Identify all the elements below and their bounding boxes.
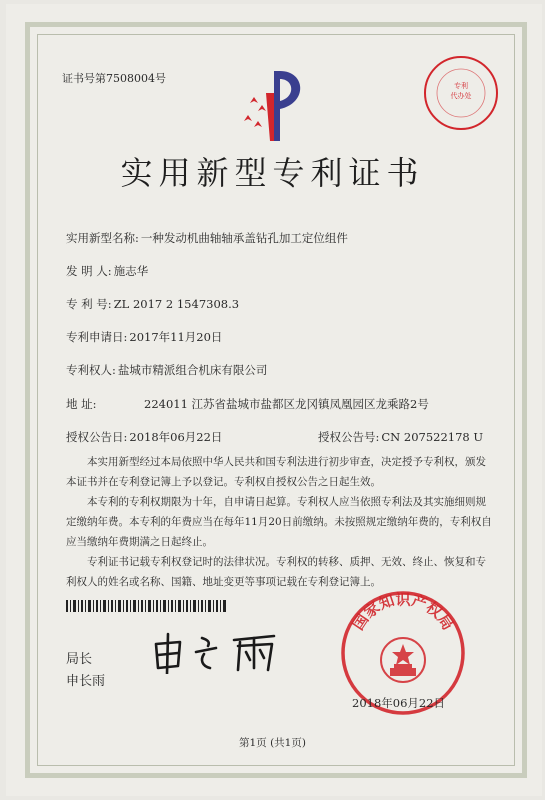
patentee-label: 专利权人: <box>66 363 116 377</box>
svg-text:专利: 专利 <box>454 82 468 90</box>
certificate-body <box>66 452 494 592</box>
patent-agency-stamp <box>422 54 500 132</box>
director-title: 局长 <box>66 652 93 667</box>
address-value: 224011 江苏省盐城市盐都区龙冈镇凤凰园区龙乘路2号 <box>144 397 429 411</box>
body-paragraph-3: 专利证书记载专利权登记时的法律状况。专利权的转移、质押、无效、终止、恢复和专利权人的姓名或名称、国籍、地址变更等事项记载在专利登记簿上。 <box>66 556 486 588</box>
national-emblem-icon <box>381 638 425 682</box>
inventor-label: 发 明 人: <box>66 264 112 278</box>
seal-text: 国家知识产权局 <box>348 590 458 634</box>
page-number: 第1页 (共1页) <box>239 737 306 749</box>
svg-text:国家知识产权局 <box>349 590 457 633</box>
utility-model-name: 一种发动机曲轴轴承盖钻孔加工定位组件 <box>140 231 348 245</box>
patent-number: ZL 2017 2 1547308.3 <box>113 297 240 311</box>
inventor-row <box>66 263 148 279</box>
director-name: 申长雨 <box>66 674 106 689</box>
address-label: 地 址: <box>66 397 97 411</box>
utility-model-name-label: 实用新型名称: <box>66 231 139 245</box>
utility-model-name-row <box>66 230 348 246</box>
patentee-value: 盐城市精派组合机床有限公司 <box>117 363 268 377</box>
inventor-value: 施志华 <box>113 264 149 278</box>
filing-date: 2017年11月20日 <box>129 330 223 344</box>
barcode <box>66 600 226 612</box>
certificate-title: 实用新型专利证书 <box>120 154 425 192</box>
issue-date: 2018年06月22日 <box>352 696 446 710</box>
svg-text:代办处: 代办处 <box>450 92 472 100</box>
patent-office-logo-icon <box>236 63 316 143</box>
logo-star-icon <box>244 115 252 121</box>
grant-date-row <box>66 429 222 445</box>
patent-number-label: 专 利 号: <box>66 297 112 311</box>
logo-star-icon <box>250 97 258 103</box>
filing-date-row <box>66 329 222 345</box>
grant-date: 2018年06月22日 <box>129 430 223 444</box>
logo-star-icon <box>258 105 266 111</box>
grant-number: CN 207522178 U <box>381 430 484 444</box>
logo-star-icon <box>254 121 262 127</box>
patentee-row <box>66 362 267 378</box>
body-paragraph-1: 本实用新型经过本局依照中华人民共和国专利法进行初步审查，决定授予专利权，颁发本证书并在专利登记簿上予以登记。专利权自授权公告之日起生效。 <box>66 456 486 488</box>
filing-date-label: 专利申请日: <box>66 330 128 344</box>
address-row <box>66 396 429 412</box>
body-paragraph-2: 本专利的专利权期限为十年，自申请日起算。专利权人应当依照专利法及其实施细则规定缴纳年费。本专利的年费应当在每年11月20日前缴纳。未按照规定缴纳年费的，专利权自应当缴纳年费期满之日起终止。 <box>66 496 492 548</box>
patent-number-row <box>66 296 239 312</box>
director-signature <box>150 630 290 674</box>
grant-number-row <box>318 429 483 445</box>
grant-number-label: 授权公告号: <box>318 430 380 444</box>
grant-date-label: 授权公告日: <box>66 430 128 444</box>
certificate-number: 证书号第7508004号 <box>62 72 166 85</box>
